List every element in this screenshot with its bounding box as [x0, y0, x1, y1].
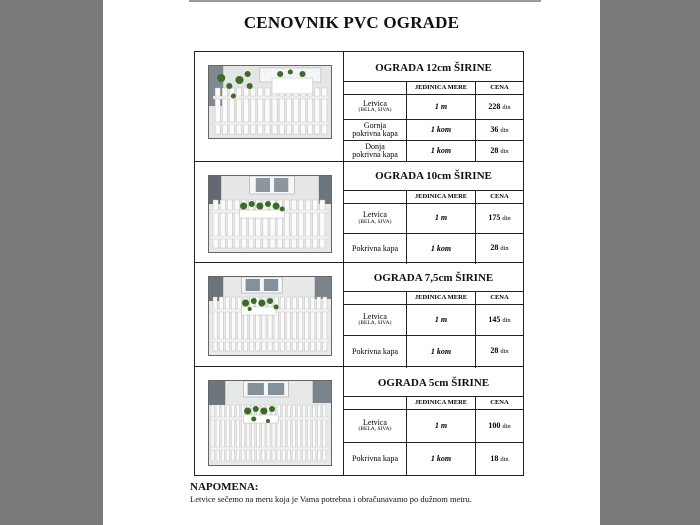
item-header [344, 292, 407, 305]
note-title: NAPOMENA: [190, 481, 259, 493]
price-cell [476, 120, 524, 141]
unit-cell: 1 m [407, 204, 476, 234]
document-page [103, 0, 600, 525]
item-cell [344, 410, 407, 443]
currency: din [500, 348, 509, 356]
price-table [344, 190, 523, 264]
unit-header: JEDINICA MERE [407, 292, 476, 305]
currency: din [502, 215, 511, 223]
price-table [344, 291, 523, 368]
table-row [344, 336, 523, 368]
table-row [344, 120, 523, 141]
unit-cell: 1 kom [407, 234, 476, 264]
item-cell: Pokrivna kapa [344, 234, 407, 264]
table-row [344, 305, 523, 336]
item-name: Letvica [363, 311, 387, 321]
price-cell [476, 305, 524, 336]
section-title: OGRADA 12cm ŠIRINE [375, 62, 492, 74]
price-value: 28 [490, 346, 499, 356]
item-cell [344, 95, 407, 120]
table-row [344, 443, 523, 476]
page-title: CENOVNIK PVC OGRADE [243, 13, 460, 32]
item-colors: (BELA, SIVA) [358, 107, 392, 114]
section-7-5cm [195, 263, 523, 367]
price-table [344, 396, 523, 476]
currency: din [502, 422, 511, 430]
section-5cm [195, 367, 523, 475]
price-header: CENA [476, 82, 524, 95]
unit-cell: 1 kom [407, 443, 476, 476]
item-colors: (BELA, SIVA) [358, 320, 392, 327]
price-value: 28 [490, 243, 499, 253]
unit-cell: 1 m [407, 410, 476, 443]
currency: din [500, 126, 509, 134]
price-cell [476, 204, 524, 234]
currency: din [502, 103, 511, 111]
item-colors: (BELA, SIVA) [358, 218, 392, 225]
item-name: Gornja [363, 120, 387, 130]
fence-photo-12cm [208, 65, 332, 139]
unit-header: JEDINICA MERE [407, 82, 476, 95]
item-cell: Pokrivna kapa [344, 336, 407, 368]
unit-cell: 1 m [407, 95, 476, 120]
price-cell [476, 141, 524, 162]
currency: din [500, 245, 509, 253]
price-value: 36 [490, 124, 499, 134]
price-cell [476, 336, 524, 368]
price-table [344, 81, 523, 162]
price-list-sheet [194, 51, 524, 476]
item-header [344, 191, 407, 204]
unit-cell: 1 m [407, 305, 476, 336]
section-title: OGRADA 10cm ŠIRINE [375, 170, 492, 182]
fence-photo-image [209, 277, 331, 355]
price-value: 145 [488, 314, 501, 324]
item-cell [344, 204, 407, 234]
item-header [344, 82, 407, 95]
section-12cm-info [343, 52, 523, 161]
item-name: Letvica [363, 210, 387, 220]
note-text: Letvice sečemo na meru koja je Vama potrebna i obračunavamo po dužnom metru. [190, 494, 472, 504]
unit-cell: 1 kom [407, 141, 476, 162]
item-colors: (BELA, SIVA) [358, 426, 392, 433]
table-row [344, 95, 523, 120]
price-value: 228 [488, 101, 501, 111]
section-10cm [195, 162, 523, 263]
currency: din [500, 455, 509, 463]
price-value: 175 [488, 213, 501, 223]
section-5cm-info [343, 367, 523, 475]
price-cell [476, 95, 524, 120]
item-name: Letvica [363, 98, 387, 108]
item-name-2: pokrivna kapa [352, 150, 398, 160]
item-header [344, 397, 407, 410]
price-cell [476, 234, 524, 264]
price-value: 18 [490, 453, 499, 463]
price-value: 100 [488, 420, 501, 430]
item-cell: Pokrivna kapa [344, 443, 407, 476]
unit-header: JEDINICA MERE [407, 397, 476, 410]
section-7-5cm-info [343, 263, 523, 366]
section-title: OGRADA 5cm ŠIRINE [377, 377, 490, 389]
item-cell [344, 305, 407, 336]
page-top-rule [189, 0, 541, 2]
fence-photo-image [209, 66, 331, 138]
section-12cm [195, 52, 523, 162]
price-cell [476, 410, 524, 443]
table-row [344, 234, 523, 264]
price-header: CENA [476, 397, 524, 410]
item-name-2: pokrivna kapa [352, 129, 398, 138]
price-cell [476, 443, 524, 476]
table-row [344, 410, 523, 443]
table-row [344, 141, 523, 162]
fence-photo-5cm [208, 380, 332, 466]
table-row [344, 204, 523, 234]
unit-header: JEDINICA MERE [407, 191, 476, 204]
fence-photo-image [209, 381, 331, 465]
unit-cell: 1 kom [407, 336, 476, 368]
currency: din [500, 147, 509, 155]
fence-photo-7-5cm [208, 276, 332, 356]
unit-cell: 1 kom [407, 120, 476, 141]
fence-photo-image [209, 176, 331, 252]
price-header: CENA [476, 191, 524, 204]
item-cell [344, 141, 407, 162]
item-name: Letvica [363, 417, 387, 427]
item-name: Donja [365, 141, 385, 151]
currency: din [502, 316, 511, 324]
price-value: 28 [490, 145, 499, 155]
fence-photo-10cm [208, 175, 332, 253]
section-10cm-info [343, 162, 523, 262]
section-title: OGRADA 7,5cm ŠIRINE [373, 272, 494, 284]
price-header: CENA [476, 292, 524, 305]
item-cell [344, 120, 407, 141]
